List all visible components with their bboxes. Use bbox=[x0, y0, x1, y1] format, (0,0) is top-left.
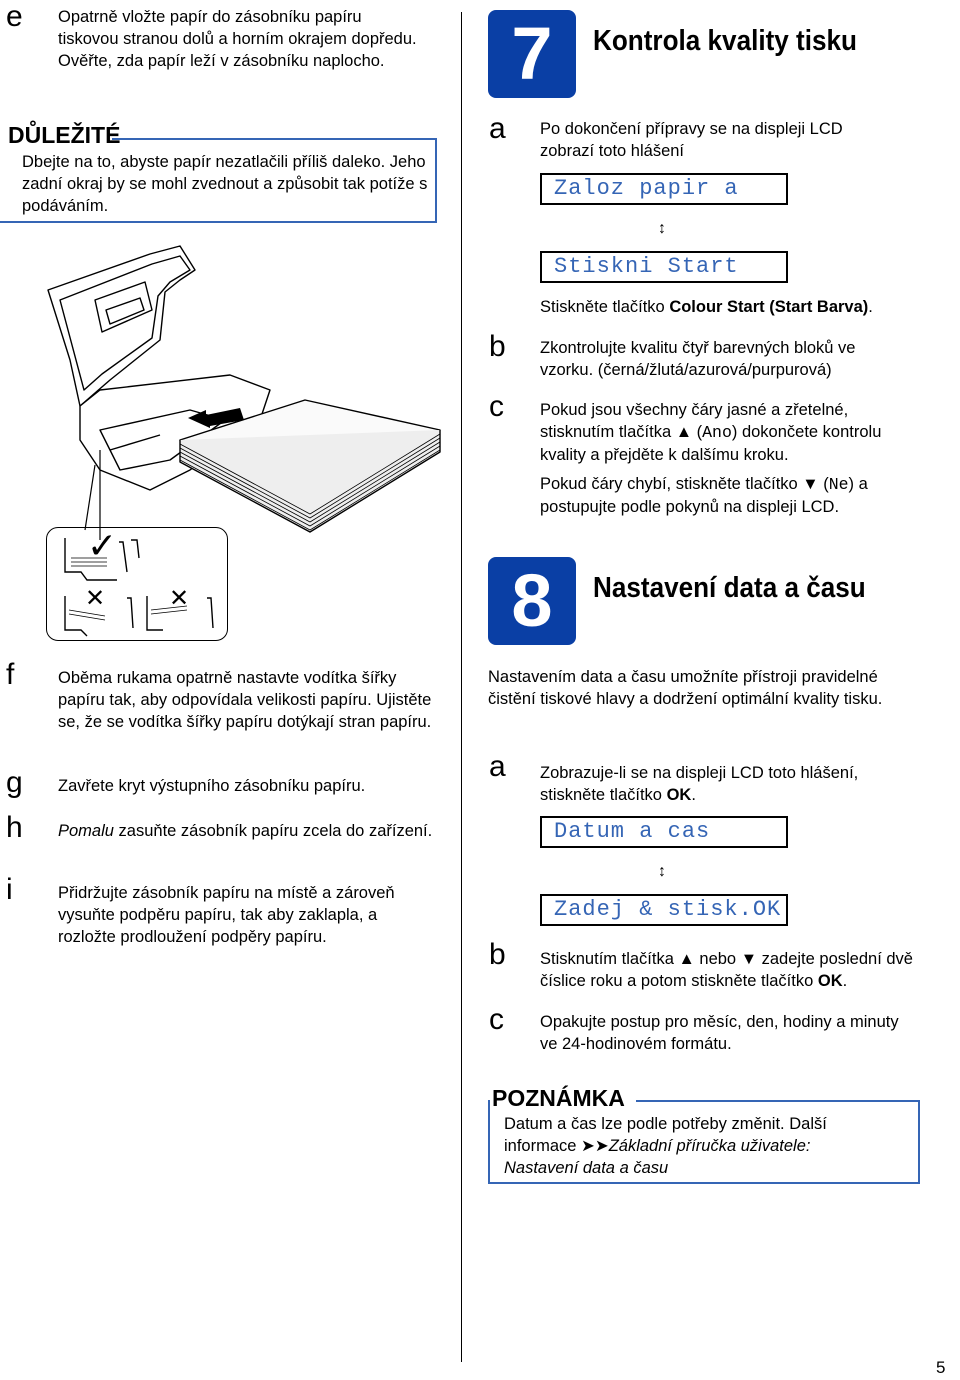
section-7-title: Kontrola kvality tisku bbox=[593, 25, 857, 57]
lcd-display: Zaloz papir a bbox=[540, 173, 788, 205]
step-letter-g: g bbox=[6, 766, 23, 799]
up-down-arrow-icon: ↕ bbox=[658, 863, 666, 880]
down-arrow-icon: ▼ bbox=[740, 950, 758, 968]
step-7c-text-2: Pokud čáry chybí, stiskněte tlačítko ▼ (Ne) a postupujte podle pokynů na displeji LCD. bbox=[540, 475, 868, 516]
step-letter-h: h bbox=[6, 811, 23, 844]
column-divider bbox=[461, 12, 462, 1362]
page-number: 5 bbox=[936, 1358, 946, 1377]
step-8c-text: Opakujte postup pro měsíc, den, hodiny a minuty ve 24-hodinovém formátu. bbox=[540, 1013, 899, 1053]
step-7b-text: Zkontrolujte kvalitu čtyř barevných bloků ve vzorku. (černá/žlutá/azurová/purpurová) bbox=[540, 339, 856, 379]
paper-alignment-inset bbox=[46, 527, 228, 641]
section-8-intro: Nastavením data a času umožníte přístroji pravidelné čistění tiskové hlavy a dodržení optimální kvality tisku. bbox=[488, 668, 883, 708]
step-number-8: 8 bbox=[488, 557, 576, 645]
important-text: Dbejte na to, abyste papír nezatlačili příliš daleko. Jeho zadní okraj by se mohl zvednout a způsobit tak potíže s podáváním. bbox=[22, 153, 428, 215]
check-icon: ✓ bbox=[87, 525, 118, 566]
important-title: DŮLEŽITÉ bbox=[8, 122, 121, 148]
step-8a-text: Zobrazuje-li se na displeji LCD toto hlášení, stiskněte tlačítko OK. bbox=[540, 764, 859, 804]
lcd-display: Datum a cas bbox=[540, 816, 788, 848]
cross-icon: ✕ bbox=[169, 585, 190, 612]
step-letter-8b: b bbox=[489, 938, 506, 971]
step-letter-e: e bbox=[6, 0, 23, 33]
step-f-text: Oběma rukama opatrně nastavte vodítka šířky papíru tak, aby odpovídala velikosti papíru. Ujistěte se, že se vodítka šířky papíru dotýkají stran papíru. bbox=[58, 669, 432, 731]
step-letter-8c: c bbox=[489, 1003, 504, 1036]
step-letter-8a: a bbox=[489, 750, 506, 783]
up-arrow-icon: ▲ bbox=[678, 950, 695, 968]
note-title: POZNÁMKA bbox=[492, 1085, 625, 1111]
step-letter-i: i bbox=[6, 873, 13, 906]
up-down-arrow-icon: ↕ bbox=[658, 220, 666, 237]
up-arrow-icon: ▲ bbox=[675, 423, 693, 441]
step-i-text: Přidržujte zásobník papíru na místě a zároveň vysuňte podpěru papíru, tak aby zaklapla, a rozložte prodloužení podpěry papíru. bbox=[58, 884, 395, 946]
step-letter-7b: b bbox=[489, 330, 506, 363]
step-e-text: Opatrně vložte papír do zásobníku papíru tiskovou stranou dolů a horním okrajem dopředu. Ověřte, zda papír leží v zásobníku naplocho. bbox=[58, 8, 417, 70]
double-arrow-icon: ➤➤ bbox=[581, 1137, 609, 1155]
lcd-display: Zadej & stisk.OK bbox=[540, 894, 788, 926]
step-h-text: Pomalu zasuňte zásobník papíru zcela do zařízení. bbox=[58, 822, 433, 840]
step-7c-text-1: Pokud jsou všechny čáry jasné a zřetelné, stisknutím tlačítka ▲ (Ano) dokončete kontrolu kvality a přejděte k dalšímu kroku. bbox=[540, 401, 882, 464]
note-text: Datum a čas lze podle potřeby změnit. Další informace ➤➤Základní příručka uživatele: Nastavení data a času bbox=[504, 1115, 827, 1177]
step-7a-text: Po dokončení přípravy se na displeji LCD zobrazí toto hlášení bbox=[540, 120, 843, 160]
lcd-display: Stiskni Start bbox=[540, 251, 788, 283]
step-g-text: Zavřete kryt výstupního zásobníku papíru. bbox=[58, 777, 366, 795]
section-8-title: Nastavení data a času bbox=[593, 572, 866, 604]
step-number-7: 7 bbox=[488, 10, 576, 98]
step-letter-7c: c bbox=[489, 390, 504, 423]
step-letter-7a: a bbox=[489, 112, 506, 145]
step-8b-text: Stisknutím tlačítka ▲ nebo ▼ zadejte poslední dvě číslice roku a potom stiskněte tlačítko OK. bbox=[540, 950, 913, 990]
step-letter-f: f bbox=[6, 658, 15, 691]
down-arrow-icon: ▼ bbox=[802, 475, 819, 493]
important-box bbox=[0, 117, 437, 223]
step-7a-press-text: Stiskněte tlačítko Colour Start (Start Barva). bbox=[540, 298, 873, 316]
cross-icon: ✕ bbox=[85, 585, 106, 612]
note-box bbox=[488, 1082, 920, 1184]
